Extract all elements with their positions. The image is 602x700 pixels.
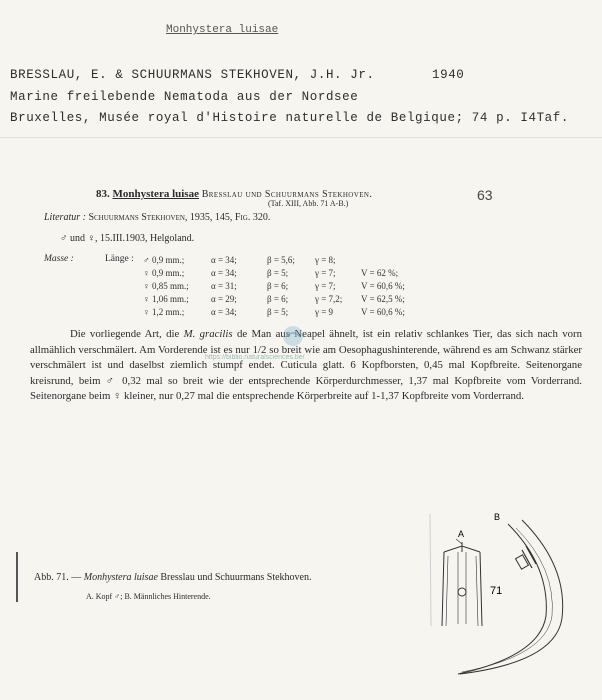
measurement-alpha: α = 29; (211, 294, 237, 304)
figure-number: 71 (490, 585, 503, 597)
watermark-logo-icon (282, 325, 304, 347)
biblio-year: 1940 (432, 68, 465, 82)
description-text-start: Die vorliegende Art, die (70, 328, 184, 340)
figure-edge-line (430, 514, 431, 626)
figure-a-head-drawing (442, 542, 482, 626)
biblio-authors (10, 68, 465, 82)
measurement-alpha: α = 34; (211, 255, 237, 265)
page-number: 63 (477, 187, 493, 203)
measurement-v: V = 60,6 %; (361, 281, 405, 291)
measurement-gamma: γ = 9 (315, 307, 334, 317)
measurement-length: ♂ 0,9 mm.; (143, 255, 185, 265)
measurement-beta: β = 6; (267, 294, 289, 304)
figure-caption-authors: Bresslau und Schuurmans Stekhoven. (160, 572, 312, 583)
description-paragraph (30, 327, 582, 405)
measurement-gamma: γ = 8; (315, 255, 336, 265)
figure-caption-species: Monhystera luisae (83, 572, 158, 583)
nematode-figure (428, 506, 588, 696)
species-number: 83. (96, 188, 110, 200)
measurement-v: V = 60,6 %; (361, 307, 405, 317)
figure-label-b: B (494, 512, 501, 522)
measurement-beta: β = 5; (267, 268, 289, 278)
measurement-gamma: γ = 7,2; (315, 294, 343, 304)
figure-caption-label: Abb. 71. — (34, 572, 82, 583)
caption-margin-bar (16, 552, 18, 602)
measurement-alpha: α = 34; (211, 307, 237, 317)
divider (0, 137, 602, 138)
figure-label-a: A (458, 529, 465, 539)
description-species-ref: M. gracilis (183, 328, 233, 340)
literature-line (44, 212, 270, 223)
plate-reference: (Taf. XIII, Abb. 71 A-B.) (268, 199, 349, 208)
measurement-v: V = 62 %; (361, 268, 399, 278)
measurement-length: ♀ 0,9 mm.; (143, 268, 185, 278)
description-text-rest: de Man aus Neapel ähnelt, ist ein relativ schlankes Tier, das sich nach vorn allmählich verschmälert. Am Vorderende ist es nur 1/2 so breit wie am Oesophagushinterende, während es am Schwanz stärker verschmälert ist und daselbst ziemlich stumpf endet. Cuticula glatt. 6 Kopfborsten, 0,45 mal Kopfbreite. Seitenorgane kreisrund, beim ♂ 0,32 mal so breit wie der entsprechende Körperdurchmesser, 1,37 mal Kopfbreite vom Vorderrand. Seitenorgane beim ♀ kleiner, nur 0,27 mal die entsprechende Körperbreite auf 1-1,37 Kopfbreite vom Vorderrand. (30, 328, 582, 402)
laenge-label: Länge : (105, 254, 134, 264)
biblio-publisher: Bruxelles, Musée royal d'Histoire naturelle de Belgique; 74 p. I4Taf. (10, 111, 569, 125)
measurement-alpha: α = 31; (211, 281, 237, 291)
masse-label: Masse : (44, 254, 74, 264)
measurement-alpha: α = 34; (211, 268, 237, 278)
measurement-beta: β = 6; (267, 281, 289, 291)
measurement-length: ♀ 1,06 mm.; (143, 294, 189, 304)
watermark-url: https://biblio.naturalsciences.be/ (205, 354, 305, 361)
specimen-record: ♂ und ♀, 15.III.1903, Helgoland. (60, 233, 195, 244)
species-authors: Bresslau und Schuurmans Stekhoven. (201, 189, 373, 200)
measurement-length: ♀ 0,85 mm.; (143, 281, 189, 291)
literature-value: Schuurmans Stekhoven, 1935, 145, Fig. 320. (88, 212, 271, 223)
figure-b-tail-drawing (458, 520, 563, 674)
card-title: Monhystera luisae (166, 24, 279, 36)
biblio-authors-text: BRESSLAU, E. & SCHUURMANS STEKHOVEN, J.H. Jr. (10, 68, 375, 82)
measurement-beta: β = 5; (267, 307, 289, 317)
figure-a-pointer (456, 539, 462, 544)
literature-label: Literatur : (44, 212, 86, 223)
species-name: Monhystera luisae (112, 188, 199, 200)
measurement-gamma: γ = 7; (315, 281, 336, 291)
biblio-title: Marine freilebende Nematoda aus der Nordsee (10, 90, 359, 104)
figure-subcaption: A. Kopf ♂; B. Männliches Hinterende. (86, 592, 211, 601)
measurement-v: V = 62,5 %; (361, 294, 405, 304)
measurement-beta: β = 5,6; (267, 255, 295, 265)
measurement-gamma: γ = 7; (315, 268, 336, 278)
measurement-length: ♀ 1,2 mm.; (143, 307, 185, 317)
figure-caption (34, 572, 311, 583)
